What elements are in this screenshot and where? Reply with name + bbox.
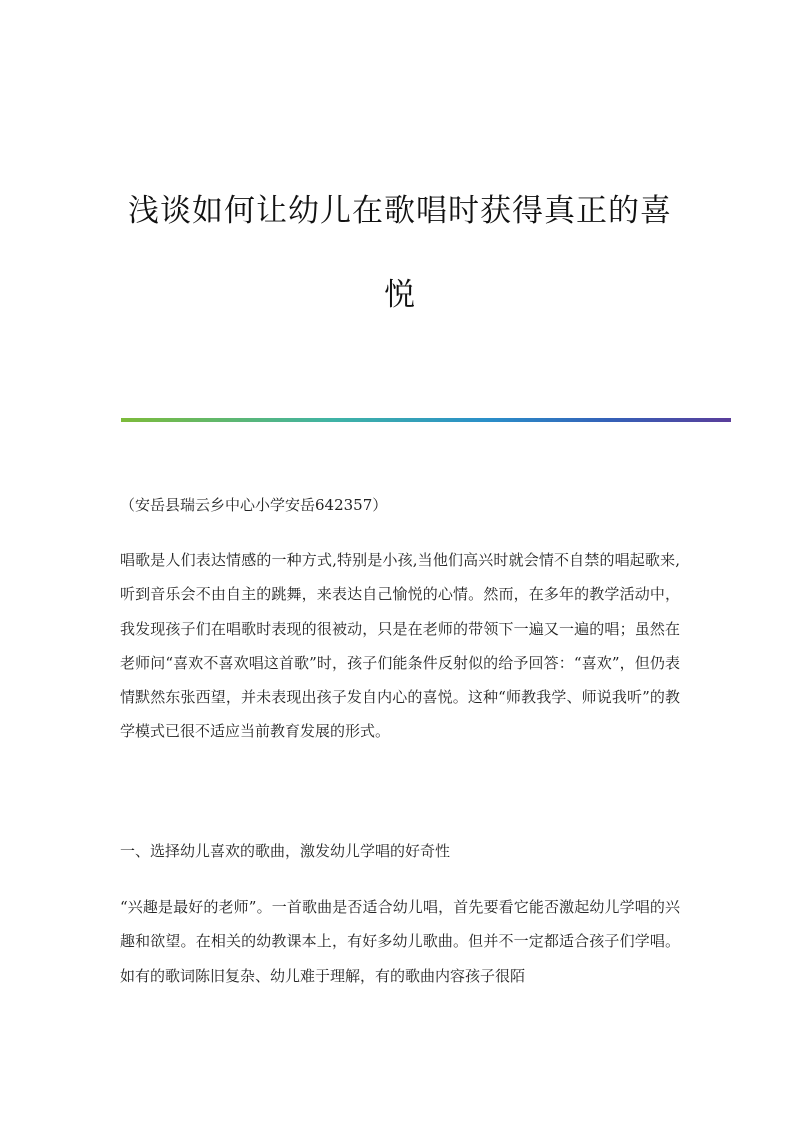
- paragraph-section-1: “兴趣是最好的老师”。一首歌曲是否适合幼儿唱，首先要看它能否激起幼儿学唱的兴趣和欲望。在相关的幼教课本上，有好多幼儿歌曲。但并不一定都适合孩子们学唱。如有的歌词陈旧复杂、幼儿难于理解，有的歌曲内容孩子很陌: [120, 898, 680, 985]
- author-affiliation: （安岳县瑞云乡中心小学安岳642357）: [120, 496, 388, 514]
- paragraph-intro: 唱歌是人们表达情感的一种方式,特别是小孩,当他们高兴时就会情不自禁的唱起歌来,听到音乐会不由自主的跳舞，来表达自己愉悦的心情。然而，在多年的教学活动中，我发现孩子们在唱歌时表现的很被动，只是在老师的带领下一遍又一遍的唱；虽然在老师问“喜欢不喜欢唱这首歌”时，孩子们能条件反射似的给予回答：“喜欢”，但仍表情默然东张西望，并未表现出孩子发自内心的喜悦。这种“师教我学、师说我听”的教学模式已很不适应当前教育发展的形式。: [120, 551, 680, 741]
- gradient-divider: [121, 418, 731, 422]
- section-heading-1: 一、选择幼儿喜欢的歌曲，激发幼儿学唱的好奇性: [120, 842, 451, 860]
- title-line-1: 浅谈如何让幼儿在歌唱时获得真正的喜: [128, 193, 672, 229]
- title-line-2: 悦: [384, 277, 416, 313]
